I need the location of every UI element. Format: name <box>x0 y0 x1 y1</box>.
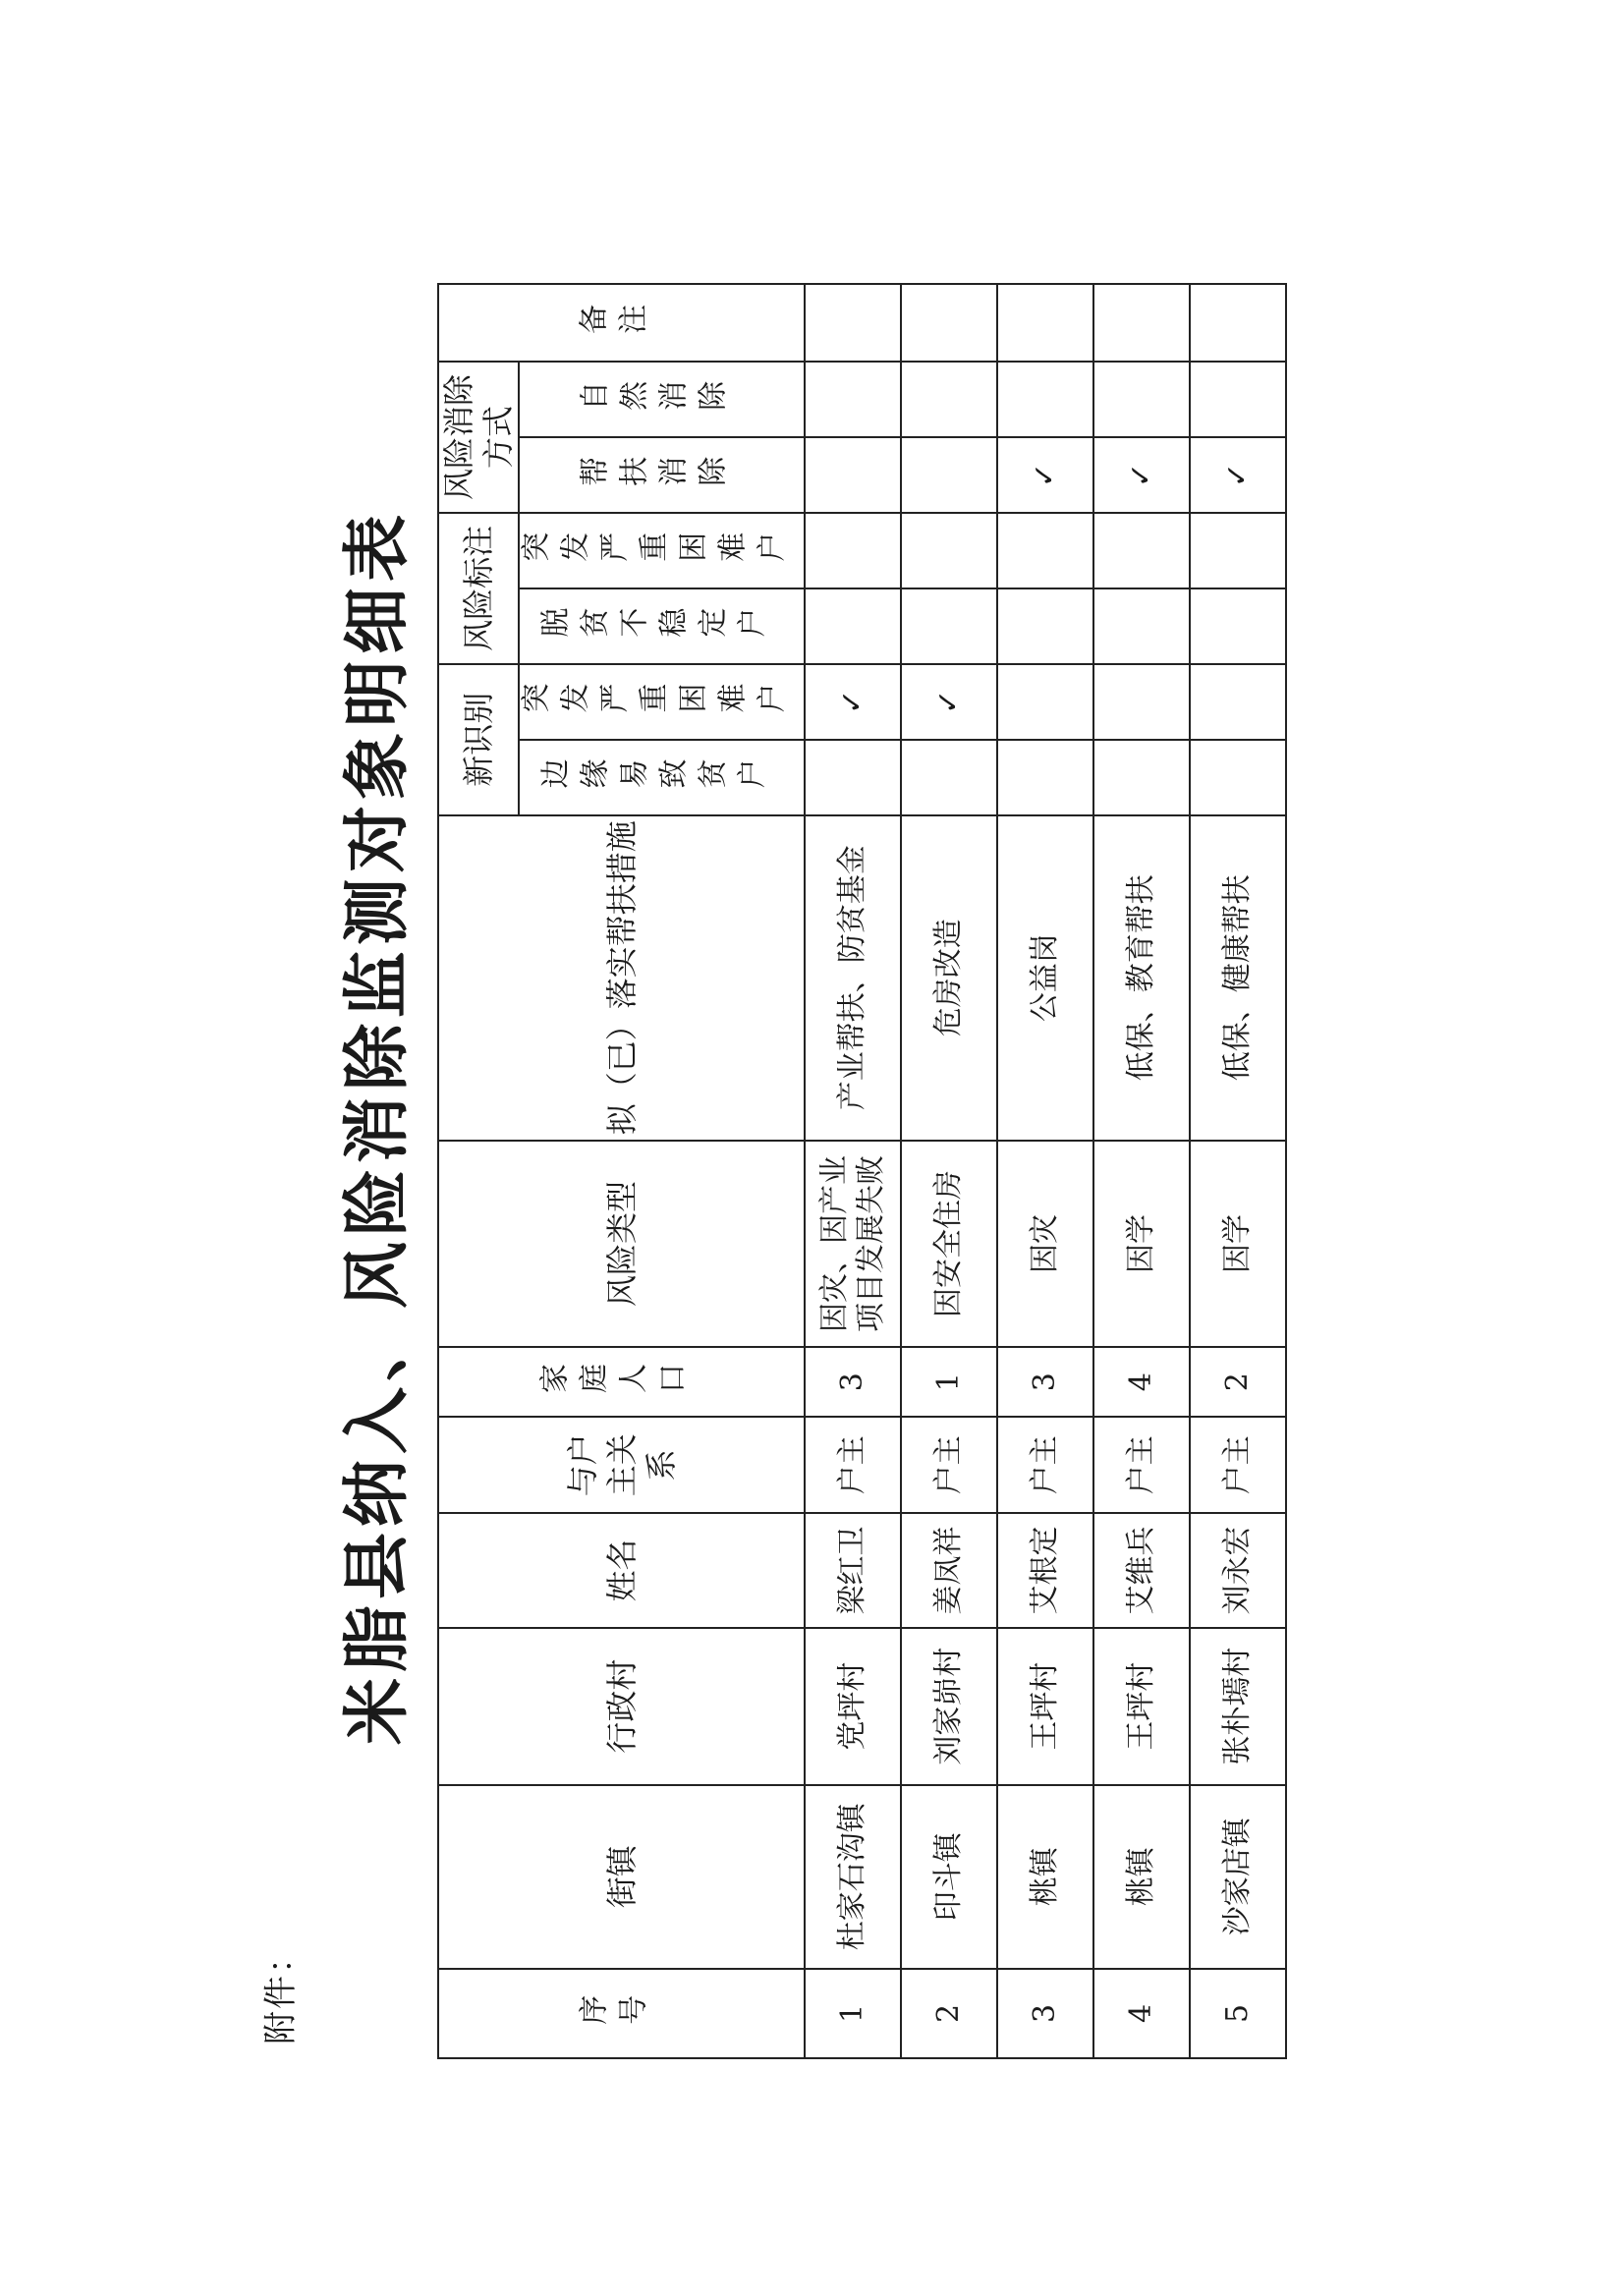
cell-town: 杜家石沟镇 <box>805 1785 901 1969</box>
cell-risk-type: 因安全住房 <box>901 1141 997 1348</box>
cell-town: 桃镇 <box>997 1785 1093 1969</box>
cell-new-edge <box>901 740 997 815</box>
header-new-id-edge: 边缘易致贫户 <box>519 740 805 815</box>
cell-name: 梁红卫 <box>805 1513 901 1627</box>
cell-risk-type: 因学 <box>1190 1141 1286 1348</box>
cell-town: 桃镇 <box>1093 1785 1190 1969</box>
cell-new-sudden: ✓ <box>901 664 997 740</box>
cell-name: 艾根定 <box>997 1513 1093 1627</box>
cell-new-sudden <box>1093 664 1190 740</box>
cell-village: 刘家峁村 <box>901 1628 997 1785</box>
cell-help <box>901 437 997 513</box>
cell-family-size: 1 <box>901 1347 997 1417</box>
cell-seq: 1 <box>805 1969 901 2058</box>
header-seq: 序号 <box>438 1969 805 2058</box>
cell-family-size: 3 <box>805 1347 901 1417</box>
header-note: 备注 <box>438 284 805 362</box>
cell-measures: 公益岗 <box>997 815 1093 1141</box>
cell-relation: 户主 <box>1093 1417 1190 1513</box>
cell-family-size: 2 <box>1190 1347 1286 1417</box>
cell-village: 王坪村 <box>1093 1628 1190 1785</box>
header-measures: 拟（已）落实帮扶措施 <box>438 815 805 1141</box>
cell-natural <box>1093 362 1190 437</box>
cell-risk-type: 因灾 <box>997 1141 1093 1348</box>
header-risk-type: 风险类型 <box>438 1141 805 1348</box>
header-row-1 <box>438 284 519 2058</box>
cell-name: 艾维兵 <box>1093 1513 1190 1627</box>
cell-measures: 产业帮扶、防贫基金 <box>805 815 901 1141</box>
header-village: 行政村 <box>438 1628 805 1785</box>
page-title: 米脂县纳入、风险消除监测对象明细表 <box>338 508 417 1745</box>
cell-relation: 户主 <box>805 1417 901 1513</box>
cell-mark-unstable <box>1093 588 1190 664</box>
table-row <box>901 284 997 2058</box>
cell-name: 刘永宏 <box>1190 1513 1286 1627</box>
cell-risk-type: 因灾、因产业项目发展失败 <box>805 1141 901 1348</box>
cell-mark-sudden <box>805 513 901 588</box>
cell-natural <box>1190 362 1286 437</box>
cell-name: 姜凤祥 <box>901 1513 997 1627</box>
header-family-size: 家庭人口 <box>438 1347 805 1417</box>
cell-help <box>805 437 901 513</box>
table-row <box>1093 284 1190 2058</box>
cell-seq: 3 <box>997 1969 1093 2058</box>
cell-natural <box>805 362 901 437</box>
cell-note <box>1190 284 1286 362</box>
cell-town: 沙家店镇 <box>1190 1785 1286 1969</box>
table-row <box>1190 284 1286 2058</box>
cell-new-sudden <box>997 664 1093 740</box>
cell-note <box>901 284 997 362</box>
cell-mark-unstable <box>1190 588 1286 664</box>
cell-mark-sudden <box>997 513 1093 588</box>
cell-help: ✓ <box>1093 437 1190 513</box>
cell-mark-sudden <box>1093 513 1190 588</box>
cell-note <box>805 284 901 362</box>
cell-relation: 户主 <box>1190 1417 1286 1513</box>
table-row <box>805 284 901 2058</box>
cell-natural <box>901 362 997 437</box>
monitoring-table <box>437 283 1287 2059</box>
header-risk-mark: 风险标注 <box>438 513 519 664</box>
header-relation: 与户主关系 <box>438 1417 805 1513</box>
header-new-id-sudden: 突发严重困难户 <box>519 664 805 740</box>
cell-village: 张朴墕村 <box>1190 1628 1286 1785</box>
cell-new-sudden <box>1190 664 1286 740</box>
header-removal-natural: 自然消除 <box>519 362 805 437</box>
cell-family-size: 4 <box>1093 1347 1190 1417</box>
cell-relation: 户主 <box>901 1417 997 1513</box>
cell-mark-unstable <box>805 588 901 664</box>
header-removal-help: 帮扶消除 <box>519 437 805 513</box>
cell-help: ✓ <box>1190 437 1286 513</box>
header-removal: 风险消除方式 <box>438 362 519 513</box>
cell-new-sudden: ✓ <box>805 664 901 740</box>
cell-note <box>1093 284 1190 362</box>
cell-measures: 危房改造 <box>901 815 997 1141</box>
cell-village: 王坪村 <box>997 1628 1093 1785</box>
cell-village: 党坪村 <box>805 1628 901 1785</box>
header-town: 街镇 <box>438 1785 805 1969</box>
header-new-id: 新识别 <box>438 664 519 815</box>
cell-new-edge <box>1093 740 1190 815</box>
cell-measures: 低保、健康帮扶 <box>1190 815 1286 1141</box>
header-name: 姓名 <box>438 1513 805 1627</box>
cell-seq: 2 <box>901 1969 997 2058</box>
cell-seq: 4 <box>1093 1969 1190 2058</box>
header-mark-unstable: 脱贫不稳定户 <box>519 588 805 664</box>
cell-measures: 低保、教育帮扶 <box>1093 815 1190 1141</box>
cell-new-edge <box>997 740 1093 815</box>
cell-mark-sudden <box>901 513 997 588</box>
cell-relation: 户主 <box>997 1417 1093 1513</box>
cell-natural <box>997 362 1093 437</box>
cell-risk-type: 因学 <box>1093 1141 1190 1348</box>
cell-new-edge <box>1190 740 1286 815</box>
cell-help: ✓ <box>997 437 1093 513</box>
cell-family-size: 3 <box>997 1347 1093 1417</box>
cell-mark-unstable <box>901 588 997 664</box>
cell-town: 印斗镇 <box>901 1785 997 1969</box>
cell-mark-unstable <box>997 588 1093 664</box>
cell-note <box>997 284 1093 362</box>
cell-new-edge <box>805 740 901 815</box>
cell-mark-sudden <box>1190 513 1286 588</box>
annex-label: 附件： <box>261 1938 301 2044</box>
table-row <box>997 284 1093 2058</box>
cell-seq: 5 <box>1190 1969 1286 2058</box>
header-mark-sudden: 突发严重困难户 <box>519 513 805 588</box>
